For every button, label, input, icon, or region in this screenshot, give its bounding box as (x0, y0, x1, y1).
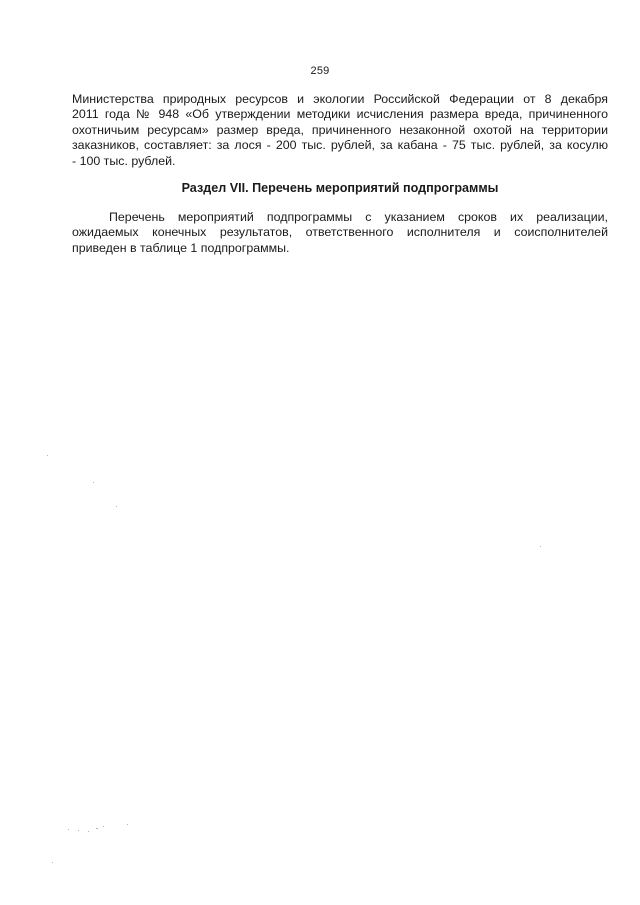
section-heading: Раздел VII. Перечень мероприятий подпрограммы (181, 181, 499, 195)
scan-speck (68, 829, 69, 830)
scan-speck (96, 828, 98, 829)
paragraph-line: Министерства природных ресурсов и экологии Российской Федерации от 8 декабря (72, 92, 608, 106)
paragraph-line: 2011 года № 948 «Об утверждении методики исчисления размера вреда, причиненного (72, 107, 608, 122)
paragraph-damage-amounts (72, 92, 608, 169)
page-number: 259 (310, 65, 330, 77)
paragraph-line: - 100 тыс. рублей. (72, 153, 176, 168)
scan-speck (103, 826, 104, 827)
scan-speck (47, 455, 48, 456)
scan-speck (93, 482, 94, 483)
paragraph-line: Перечень мероприятий подпрограммы с указанием сроков их реализации, (109, 210, 608, 224)
paragraph-line: заказников, составляет: за лося - 200 тыс. рублей, за кабана - 75 тыс. рублей, за косулю (72, 138, 608, 153)
paragraph-line: приведен в таблице 1 подпрограммы. (72, 240, 290, 255)
scan-speck (52, 862, 53, 863)
scan-speck (78, 830, 79, 831)
scan-speck (540, 546, 541, 547)
scan-speck (116, 506, 117, 507)
paragraph-measures-list (72, 210, 608, 256)
paragraph-line: ожидаемых конечных результатов, ответственного исполнителя и соисполнителей (72, 225, 608, 240)
paragraph-line: охотничьим ресурсам» размер вреда, причиненного незаконной охотой на территории (72, 122, 608, 137)
scan-speck (88, 831, 89, 832)
scan-speck (127, 824, 128, 825)
